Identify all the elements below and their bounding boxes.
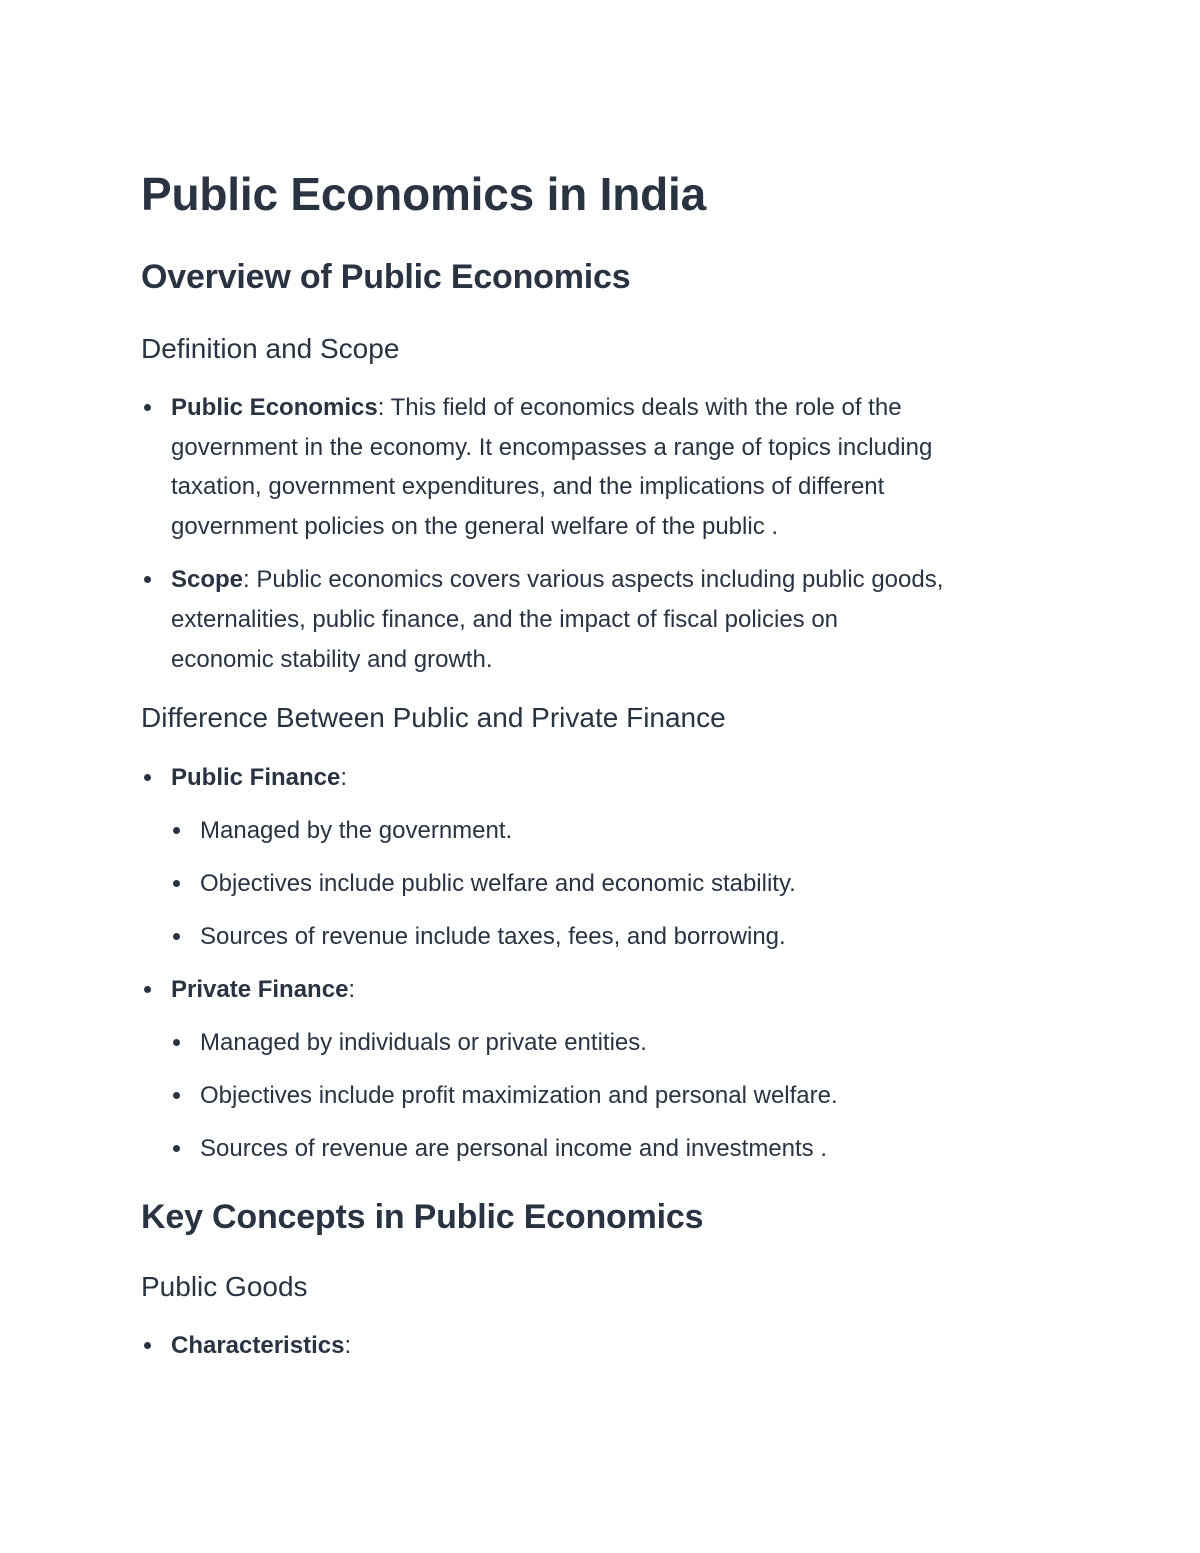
bullet-marker: [144, 1342, 151, 1349]
list-item-public-finance: [171, 758, 347, 798]
subheading-difference: Difference Between Public and Private Finance: [141, 702, 726, 733]
bullet-marker: [173, 827, 180, 834]
bullet-marker: [173, 1039, 180, 1046]
text-line: externalities, public finance, and the impact of fiscal policies on: [171, 606, 839, 633]
term-private-finance: Private Finance: [171, 976, 349, 1003]
text-line: taxation, government expenditures, and the implications of different: [171, 473, 885, 500]
list-item: Objectives include profit maximization and personal welfare.: [200, 1082, 838, 1109]
bullet-marker: [144, 576, 151, 583]
term-suffix: :: [344, 1332, 352, 1359]
list-item: Sources of revenue include taxes, fees, and borrowing.: [200, 923, 786, 950]
list-item-scope: [171, 560, 943, 600]
list-item: Sources of revenue are personal income and investments .: [200, 1135, 828, 1162]
term-characteristics: Characteristics: [171, 1332, 345, 1359]
term-suffix: :: [348, 976, 356, 1003]
list-item: Managed by individuals or private entities.: [200, 1029, 647, 1056]
list-item-public-economics: [171, 388, 902, 428]
term-public-economics: Public Economics: [171, 394, 378, 421]
document-title: Public Economics in India: [141, 168, 706, 220]
text-line: government in the economy. It encompasses a range of topics including: [171, 434, 933, 461]
list-item: Objectives include public welfare and economic stability.: [200, 870, 796, 897]
subheading-definition-scope: Definition and Scope: [141, 333, 400, 364]
bullet-marker: [144, 986, 151, 993]
bullet-marker: [173, 1092, 180, 1099]
term-scope: Scope: [171, 566, 244, 593]
section-heading-key-concepts: Key Concepts in Public Economics: [141, 1198, 704, 1236]
list-item-private-finance: [171, 970, 355, 1010]
bullet-marker: [173, 1145, 180, 1152]
bullet-marker: [173, 933, 180, 940]
list-item: Managed by the government.: [200, 817, 513, 844]
bullet-marker: [144, 404, 151, 411]
section-heading-overview: Overview of Public Economics: [141, 258, 631, 296]
text-line: : Public economics covers various aspects including public goods,: [243, 566, 944, 593]
subheading-public-goods: Public Goods: [141, 1271, 308, 1302]
bullet-marker: [173, 880, 180, 887]
text-line: government policies on the general welfare of the public .: [171, 513, 779, 540]
text-line: : This field of economics deals with the role of the: [377, 394, 902, 421]
term-public-finance: Public Finance: [171, 764, 341, 791]
bullet-marker: [144, 774, 151, 781]
text-line: economic stability and growth.: [171, 646, 493, 673]
list-item-characteristics: [171, 1326, 351, 1366]
term-suffix: :: [340, 764, 348, 791]
